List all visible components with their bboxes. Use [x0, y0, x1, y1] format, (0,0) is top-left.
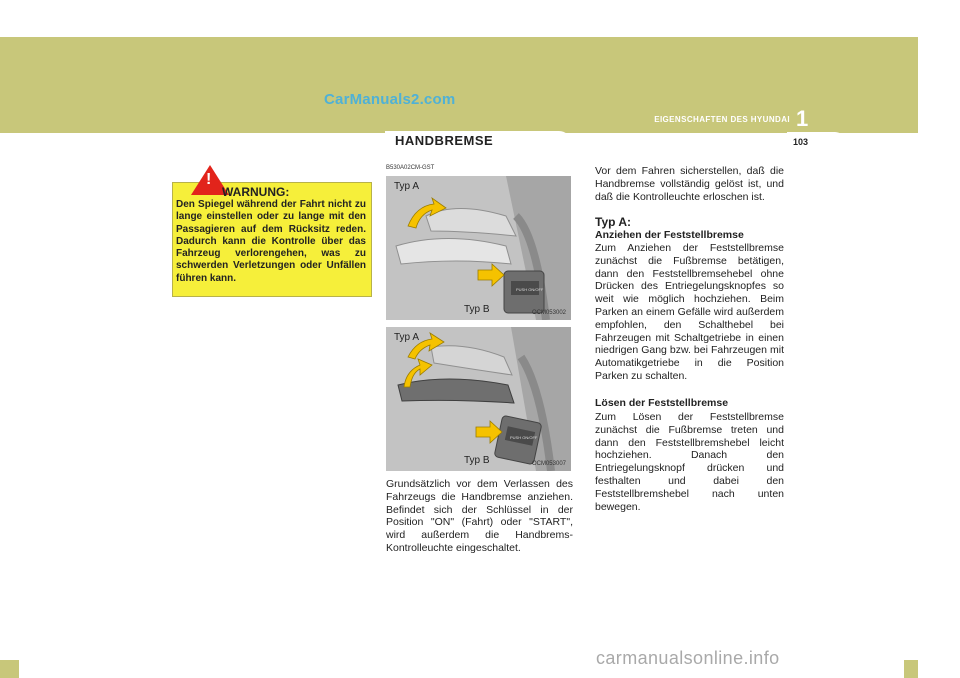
typ-a-heading: Typ A:	[595, 215, 631, 229]
page-number: 103	[793, 137, 809, 147]
handbrake-image-1	[386, 176, 571, 320]
release-heading: Lösen der Feststellbremse	[595, 397, 729, 409]
handbrake-illustration-1	[386, 176, 571, 320]
push-button-label: PUSH ON/OFF	[516, 287, 544, 292]
warning-symbol: !	[206, 171, 212, 188]
figure-code: B530A02CM-GST	[386, 165, 435, 171]
middle-paragraph: Grundsätzlich vor dem Verlassen des Fahrzeugs die Handbremse anziehen. Befindet sich der Schlüssel in der Position "ON" (Fahrt) oder "START", wird außerdem die Handbrems-Kontrolleuchte eingeschaltet.	[386, 478, 573, 554]
image-label-typ-b: Typ B	[464, 304, 490, 315]
push-button-label: PUSH ON/OFF	[510, 435, 538, 440]
apply-text: Zum Anziehen der Feststellbremse zunächst die Fußbremse betätigen, dann den Feststellbremsehebel ohne Drücken des Entriegelungsknopfes so weit wie möglich hochziehen. Beim Parken an einem Gefälle wird außerdem empfohlen, den Schalthebel bei Fahrzeugen mit Schaltgetriebe in einen niedrigen Gang bzw. bei Fahrzeugen mit Automatikgetriebe in die Position Parken zu schalten.	[595, 242, 784, 382]
image-code: OCM053007	[531, 461, 566, 467]
warning-text: Den Spiegel während der Fahrt nicht zu lange einstellen oder zu lange mit den Passagieren auf dem Rücksitz reden. Dadurch kann die Kontrolle über das Fahrzeug verlorengehen, was zu schwerden Verletzungen oder Unfällen führen kann.	[176, 199, 366, 284]
chapter-number: 1	[796, 106, 809, 131]
image-label-typ-a: Typ A	[394, 332, 420, 343]
image-code: OCM053002	[531, 310, 566, 316]
warning-title: WARNUNG:	[222, 185, 290, 199]
handbrake-image-2	[386, 327, 571, 471]
chapter-title: EIGENSCHAFTEN DES HYUNDAI	[654, 115, 790, 124]
intro-paragraph: Vor dem Fahren sicherstellen, daß die Handbremse vollständig gelöst ist, und daß die Kontrolleuchte erloschen ist.	[595, 165, 784, 203]
apply-heading: Anziehen der Feststellbremse	[595, 229, 744, 241]
section-title: HANDBREMSE	[395, 133, 494, 148]
image-label-typ-b: Typ B	[464, 455, 490, 466]
release-text: Zum Lösen der Feststellbremse zunächst die Fußbremse treten und dann den Feststellbremshebel leicht hochziehen. Danach den Entriegelungsknopf drücken und festhalten und dabei den Feststellbremshebel nach unten bewegen.	[595, 411, 784, 513]
image-label-typ-a: Typ A	[394, 181, 420, 192]
footer-watermark[interactable]: carmanualsonline.info	[596, 648, 780, 668]
watermark-link[interactable]: CarManuals2.com	[324, 91, 456, 108]
handbrake-illustration-2	[386, 327, 571, 471]
